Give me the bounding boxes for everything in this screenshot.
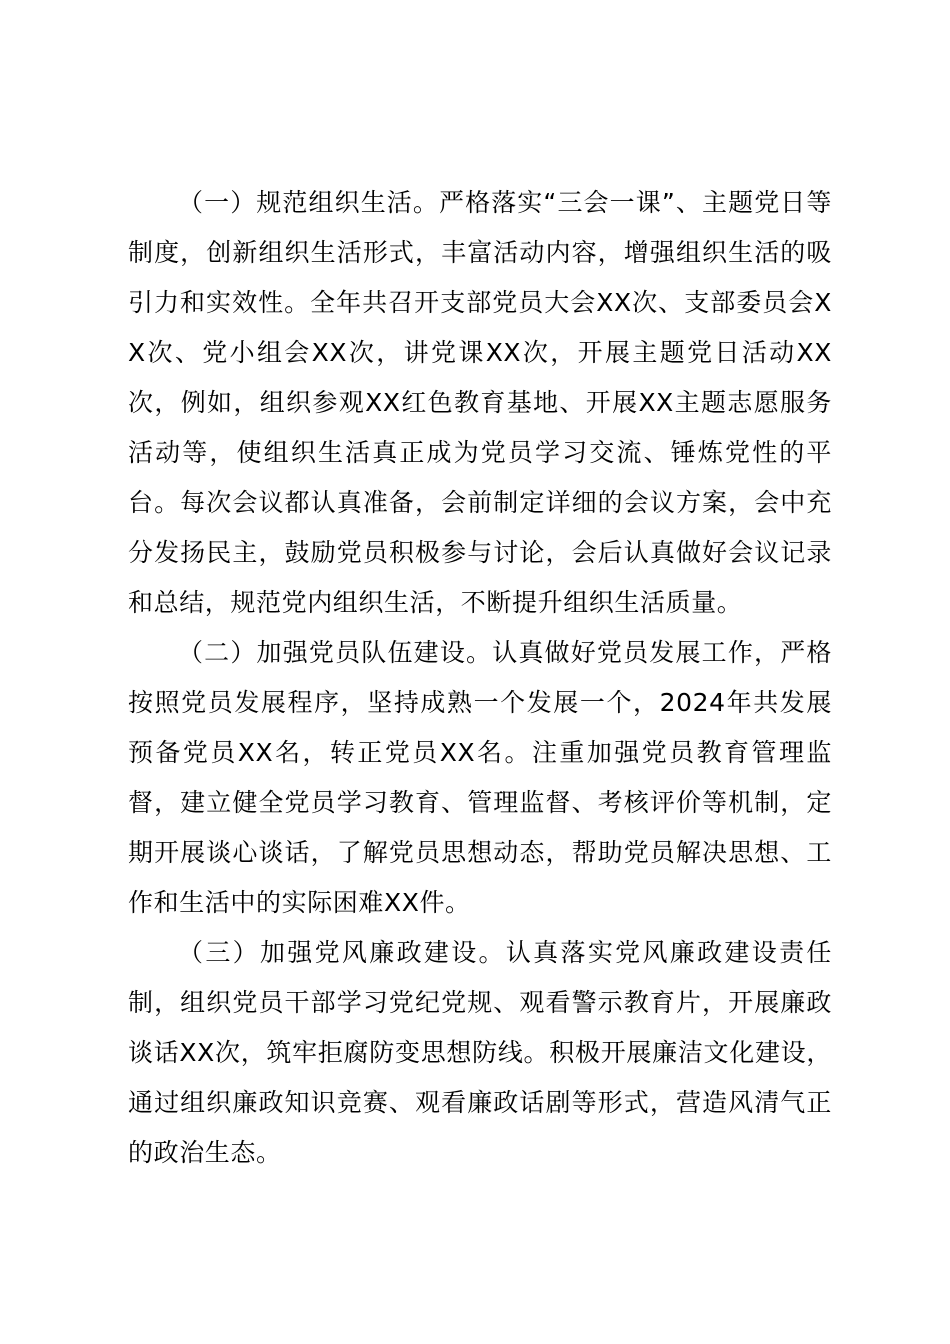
paragraph-integrity-building: （三）加强党风廉政建设。认真落实党风廉政建设责任制，组织党员干部学习党纪党规、观看警示教育片，开展廉政谈话XX次，筑牢拒腐防变思想防线。积极开展廉洁文化建设，通过组织廉政知识竞赛、观看廉政话剧等形式，营造风清气正的政治生态。 — [128, 938, 832, 1167]
document-body — [128, 178, 832, 1178]
paragraph-party-member-team: （二）加强党员队伍建设。认真做好党员发展工作，严格按照党员发展程序，坚持成熟一个发展一个，2024年共发展预备党员XX名，转正党员XX名。注重加强党员教育管理监督，建立健全党员学习教育、管理监督、考核评价等机制，定期开展谈心谈话，了解党员思想动态，帮助党员解决思想、工作和生活中的实际困难XX件。 — [128, 638, 832, 917]
paragraph-organizational-life: （一）规范组织生活。严格落实“三会一课”、主题党日等制度，创新组织生活形式，丰富活动内容，增强组织生活的吸引力和实效性。全年共召开支部党员大会XX次、支部委员会XX次、党小组会XX次，讲党课XX次，开展主题党日活动XX次，例如，组织参观XX红色教育基地、开展XX主题志愿服务活动等，使组织生活真正成为党员学习交流、锤炼党性的平台。每次会议都认真准备，会前制定详细的会议方案，会中充分发扬民主，鼓励党员积极参与讨论，会后认真做好会议记录和总结，规范党内组织生活，不断提升组织生活质量。 — [128, 188, 832, 617]
